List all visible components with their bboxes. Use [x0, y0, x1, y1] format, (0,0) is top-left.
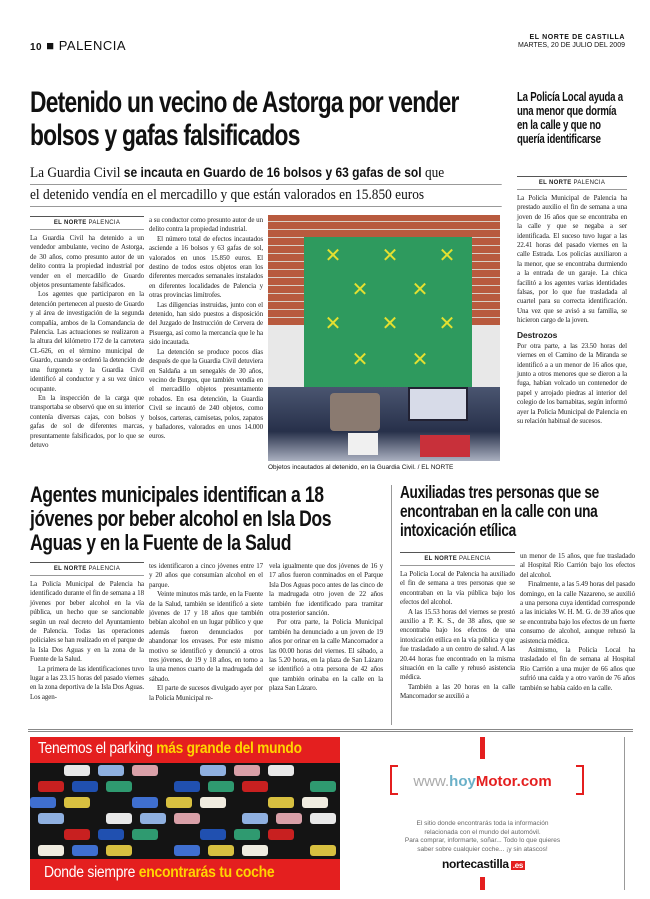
photo-caption: Objetos incautados al detenido, en la Guardia Civil. / EL NORTE	[268, 464, 454, 471]
car	[268, 829, 294, 840]
car	[166, 797, 192, 808]
car	[200, 765, 226, 776]
car	[242, 845, 268, 856]
paragraph: Finalmente, a las 5.49 horas del pasado domingo, en la calle Nazareno, se auxilió a una persona cuya identidad corresponde a las iniciales W. H. M. G. de 39 años que se encontraba bajo los efectos de un fuerte consumo de alcohol, aunque rehusó la asistencia médica.	[520, 580, 635, 645]
ad-hoymotor[interactable]	[340, 737, 625, 890]
car	[302, 797, 328, 808]
paragraph: La detención se produce pocos días después de que la Guardia Civil detuviera en Saldaña a un senegalés de 30 años, vecino de Burgos, que también vendía en el mercadillo objetos presuntamente robados. En esa detención, la Guardia Civil se incautó de 240 objetos, como bolsos, carteras, camisetas, polos, zapatos y bañadores, valorados en unos 14.000 euros.	[149, 347, 263, 441]
car	[268, 797, 294, 808]
paragraph: Asimismo, la Policía Local ha trasladado el fin de semana al Hospital Río Carrión a una mujer de 66 años que sufrió una caída y a otro varón de 76 años también se había caído en la calle.	[520, 646, 635, 692]
car	[132, 765, 158, 776]
car	[310, 845, 336, 856]
car	[200, 829, 226, 840]
paragraph: También a las 20 horas en la calle Mancornador se auxilió a	[400, 682, 515, 701]
parked-cars-image	[30, 763, 340, 859]
car	[132, 829, 158, 840]
story3-col-2	[520, 552, 635, 693]
car	[234, 829, 260, 840]
story2-col-1: EL NORTE PALENCIA La Policía Municipal de Palencia ha identificado durante el fin de semana a 18 jóvenes por beber alcohol en la vía pública, un hecho que se sancionable según un real decreto del Ayuntamiento de Palencia. Todas las operaciones policiales se han realizado en el parque de la Isla Dos Aguas y en la zona de la Fuente de la Salud. La primera de las identificaciones tuvo lugar a las 23.15 horas del pasado viernes en la zona deportiva de la Isla Dos Aguas. Los agen-	[30, 562, 144, 702]
paragraph: En la inspección de la carga que transportaba se observó que en su interior contenía diversas cajas, con bolsos y gafas de sol de diferentes marcas, presuntamente falsificados, por lo que se detuvo	[30, 393, 144, 449]
paragraph: La Policía Municipal de Palencia ha prestado auxilio el fin de semana a una joven de 16 años que se encontraba en la calle y que se negaba a ser identificada. El suceso tuvo lugar a las 22.41 horas del pasado viernes en la calle Estrada. Los policías auxiliaron a la menor, que se encontraba durmiendo a la entrada de un garaje. La chica facilitó a los agentes varias identidades falsas, por lo que fue trasladada al cuartel para su correcta identificación. Una vez que se avisó a su familia, se hicieron cargo de la joven.	[517, 194, 627, 325]
guardia-civil-banner	[304, 237, 472, 409]
car	[276, 845, 302, 856]
car	[242, 781, 268, 792]
side-body: EL NORTE PALENCIA La Policía Municipal de Palencia ha prestado auxilio el fin de semana a una joven de 16 años que se encontraba en la calle y que se negaba a ser identificada. El suceso tuvo lugar a las 22.41 horas del pasado viernes en la calle Estrada. Los policías auxiliaron a la menor, que se encontraba durmiendo a la entrada de un garaje. La chica facilitó a los agentes varias identidades falsas, por lo que fue trasladada al cuartel para su correcta identificación. Una vez que se avisó a su familia, se hicieron cargo de la joven. Destrozos Por otra parte, a las 23.50 horas del viernes en el Camino de la Miranda se identificó a a un menor de 16 años que, junto a otros menores que se dieron a la fuga, habían volcado un contenedor de papel y arrojado piedras al interior del colegio de los barnabitas, según informó ayer la Policía Municipal de Palencia en su relación habitual de sucesos.	[517, 176, 627, 426]
car	[166, 765, 192, 776]
car	[208, 781, 234, 792]
story2-col-3	[269, 562, 383, 694]
car	[174, 813, 200, 824]
car	[242, 813, 268, 824]
paragraph: vela igualmente que dos jóvenes de 16 y 17 años fueron conminados en el Parque Isla Dos Aguas poco antes de las cinco de la madrugada otro joven de 22 años también fue identificado para tramitar otra posterior sanción.	[269, 562, 383, 618]
car	[38, 781, 64, 792]
paragraph: La primera de las identificaciones tuvo lugar a las 23.15 horas del pasado viernes en la zona deportiva de la Isla Dos Aguas. Los agen-	[30, 664, 144, 701]
paragraph: Las diligencias instruidas, junto con el detenido, han sido puestos a disposición del Juzgado de Instrucción de Cervera de Pisuerga, así como la mercancía que le ha sido incautada.	[149, 300, 263, 347]
guardia-civil-emblem-icon: ✕	[324, 243, 342, 267]
car	[174, 845, 200, 856]
car	[64, 765, 90, 776]
paragraph: tes identificaron a cinco jóvenes entre 17 y 20 años que consumían alcohol en el parque.	[149, 562, 263, 589]
story3-col-1: EL NORTE PALENCIA La Policía Local de Palencia ha auxiliado el fin de semana a tres personas que se encontraban en la vía pública bajo los efectos del alcohol. A las 15.53 horas del viernes se prestó auxilio a P. K. S., de 38 años, que se encontraba bajo los efectos de una intoxicación etílica en la vía pública y que fue trasladado a un centro de salud. A las 20.44 horas fue encontrado en la misma situación en la calle y rehusó asistencia médica. También a las 20 horas en la calle Mancornador se auxilió a	[400, 552, 515, 702]
car	[234, 765, 260, 776]
car	[140, 813, 166, 824]
paragraph: El número total de efectos incautados asciende a 16 bolsos y 63 gafas de sol, valorados en unos 15.850 euros. El destino de todos estos objetos eran los diferentes mercados semanales instalados en diferentes localidades de Palencia y otras provincias limítrofes.	[149, 234, 263, 300]
car	[98, 829, 124, 840]
ad-separator	[28, 729, 633, 732]
side-headline: La Policía Local ayuda a una menor que dormía en la calle y que no quería identificarse	[517, 89, 623, 146]
car	[268, 765, 294, 776]
car	[166, 829, 192, 840]
guardia-civil-emblem-icon: ✕	[438, 243, 456, 267]
car	[64, 829, 90, 840]
masthead: EL NORTE DE CASTILLA MARTES, 20 DE JULIO DEL 2009	[518, 34, 625, 49]
car	[208, 813, 234, 824]
car	[200, 797, 226, 808]
paragraph: El parte de sucesos divulgado ayer por la Policía Municipal re-	[149, 684, 263, 702]
ad-description: El sitio donde encontrarás toda la información relacionada con el mundo del automóvil. Para comprar, informarte, soñar... Todo lo que quieres saber sobre cualquier coche... ¡y sin atascos!	[404, 820, 561, 853]
car	[140, 845, 166, 856]
guardia-civil-emblem-icon: ✕	[351, 347, 369, 371]
guardia-civil-emblem-icon: ✕	[351, 277, 369, 301]
car	[72, 845, 98, 856]
guardia-civil-emblem-icon: ✕	[381, 243, 399, 267]
guardia-civil-emblem-icon: ✕	[324, 311, 342, 335]
car	[30, 765, 56, 776]
car	[30, 797, 56, 808]
seized-goods-photo	[268, 215, 500, 461]
paragraph: La Policía Local de Palencia ha auxiliado el fin de semana a tres personas que se encontraban en la vía pública bajo los efectos del alcohol.	[400, 570, 515, 607]
car	[140, 781, 166, 792]
car	[132, 797, 158, 808]
paragraph: La Policía Municipal de Palencia ha identificado durante el fin de semana a 18 jóvenes por beber alcohol en la vía pública, un hecho que se sancionable según un real decreto del Ayuntamiento de Palencia. Todas las operaciones policiales se han realizado en el parque de la Isla Dos Aguas y en la zona de la Fuente de la Salud.	[30, 580, 144, 664]
car	[276, 813, 302, 824]
paragraph: a su conductor como presunto autor de un delito contra la propiedad industrial.	[149, 216, 263, 234]
car	[106, 845, 132, 856]
column-divider	[391, 485, 392, 725]
hoymotor-url[interactable]: www.hoyMotor.com	[413, 773, 552, 790]
car	[310, 781, 336, 792]
guardia-civil-emblem-icon: ✕	[411, 277, 429, 301]
paragraph: Por otra parte, a las 23.50 horas del viernes en el Camino de la Miranda se identificó a a un menor de 16 años que, junto a otros menores que se dieron a la fuga, habían volcado un contenedor de papel y arrojado piedras al interior del colegio de los barnabitas, según informó ayer la Policía Municipal de Palencia en su relación habitual de sucesos.	[517, 341, 627, 425]
page-folio: 10 ■ PALENCIA	[30, 38, 127, 53]
paragraph: Por otra parte, la Policía Municipal también ha denunciado a un joven de 19 años por orinar en la calle Mancornador a las 00.00 horas del viernes. El sábado, a las 5.20 horas, en la plaza de San Lázaro se identificó a otra persona de 42 años que también orinaba en la calle en la plaza San Lázaro.	[269, 618, 383, 693]
story3-headline: Auxiliadas tres personas que se encontraban en la calle con una intoxicación etílica	[400, 482, 599, 540]
ad-banner-parking[interactable]: Tenemos el parking más grande del mundo Donde siempre encontrarás tu coche	[30, 737, 340, 890]
car	[302, 765, 328, 776]
lead-col-1	[30, 216, 144, 450]
lead-headline: Detenido un vecino de Astorga por vender bolsos y gafas falsificados	[30, 86, 459, 152]
car	[106, 781, 132, 792]
car	[174, 781, 200, 792]
nortecastilla-logo: nortecastilla .es	[441, 857, 524, 871]
side-subhead: Destrozos	[517, 329, 558, 340]
paragraph: un menor de 15 años, que fue trasladado al Hospital Río Carrión bajo los efectos del alcohol.	[520, 552, 635, 579]
car	[30, 829, 56, 840]
guardia-civil-emblem-icon: ✕	[411, 347, 429, 371]
car	[38, 845, 64, 856]
car	[72, 813, 98, 824]
guardia-civil-emblem-icon: ✕	[438, 311, 456, 335]
car	[302, 829, 328, 840]
seized-goods	[268, 387, 500, 461]
story2-headline: Agentes municipales identifican a 18 jóvenes por beber alcohol en Isla Dos Aguas y en la Fuente de la Salud	[30, 482, 332, 555]
paragraph: A las 15.53 horas del viernes se prestó auxilio a P. K. S., de 38 años, que se encontraba bajo los efectos de una intoxicación etílica en la vía pública y que fue trasladado a un centro de salud. A las 20.44 horas fue encontrado en la misma situación en la calle y rehusó asistencia médica.	[400, 607, 515, 682]
car	[276, 781, 302, 792]
lead-subhead: La Guardia Civil se incauta en Guardo de 16 bolsos y 63 gafas de sol que el detenido vendía en el mercadillo y que están valorados en 15.850 euros	[30, 163, 502, 207]
guardia-civil-emblem-icon: ✕	[381, 311, 399, 335]
paragraph: Veinte minutos más tarde, en la Fuente de la Salud, también se identificó a siete jóvenes de 17 y 18 años que también bebían alcohol en un lugar público y que además fueron denunciados por abandonar los envases. Por este mismo motivo se identificó y denunció a otros tres jóvenes, de 19 y 18 años, en torno a la una menos cuarto de la madrugada del sábado.	[149, 590, 263, 683]
story2-col-2	[149, 562, 263, 703]
lead-col-2	[149, 216, 263, 442]
car	[38, 813, 64, 824]
car	[234, 797, 260, 808]
car	[106, 813, 132, 824]
car	[72, 781, 98, 792]
car	[98, 765, 124, 776]
byline: EL NORTE PALENCIA	[30, 216, 144, 230]
paragraph: La Guardia Civil ha detenido a un vendedor ambulante, vecino de Astorga, de 30 años, como presunto autor de un delito contra la propiedad industrial por vender en el mercadillo de Guardo objetos presuntamente falsificados.	[30, 234, 144, 290]
car	[98, 797, 124, 808]
car	[64, 797, 90, 808]
paragraph: Los agentes que participaron en la detención pertenecen al puesto de Guardo y al área de investigación de la segunda compañía, ambos de la Comandancia de Palencia. Las actuaciones se realizaron a la altura del kilómetro 172 de la carretera CL-626, en el término municipal de Guardo, cuando se ordenó la detención de una furgoneta y la Guardia Civil identificó al conductor y a su vez único ocupante.	[30, 290, 144, 393]
car	[208, 845, 234, 856]
car	[310, 813, 336, 824]
